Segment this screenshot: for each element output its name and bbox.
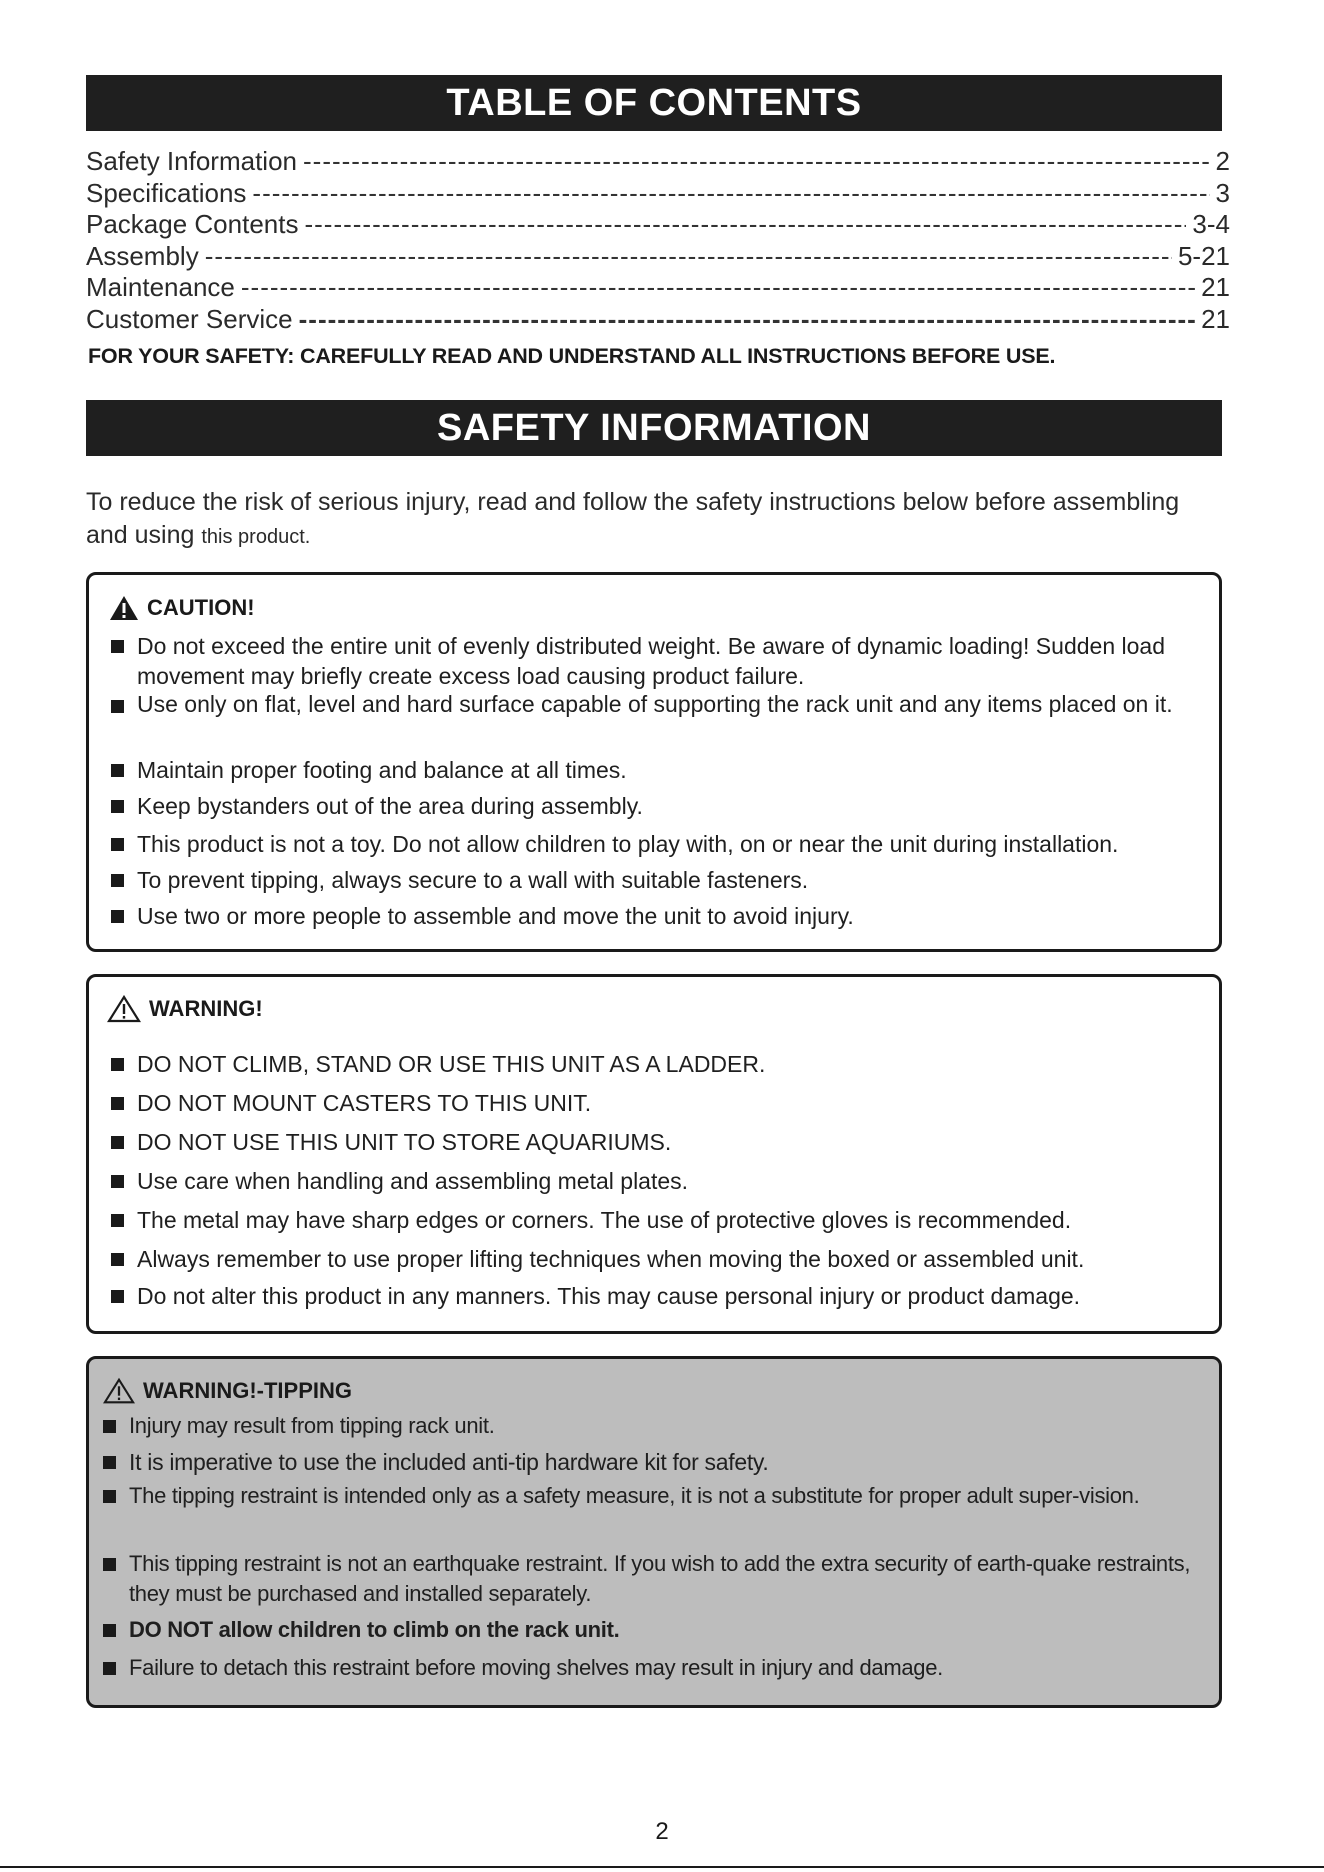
warning-heading-text: WARNING! [149, 996, 263, 1021]
toc-entry-page: 21 [1201, 303, 1230, 334]
page-number: 2 [655, 1818, 669, 1845]
safety-intro [86, 486, 1226, 554]
caution-box [86, 572, 1222, 952]
bullet-square-icon [111, 700, 124, 713]
warning-item: The metal may have sharp edges or corners. The use of protective gloves is recommended. [111, 1205, 1211, 1235]
bullet-square-icon [111, 1136, 124, 1149]
bullet-square-icon [111, 1253, 124, 1266]
tipping-item: This tipping restraint is not an earthquake restraint. If you wish to add the extra security of earth-quake restraints, they must be purchased and installed separately. [103, 1549, 1203, 1609]
toc-leader [241, 272, 1195, 303]
warning-box [86, 974, 1222, 1334]
toc-leader [205, 241, 1172, 272]
caution-item: Do not exceed the entire unit of evenly distributed weight. Be aware of dynamic loading! Sudden load movement may briefly create excess load causing product failure. [111, 631, 1211, 691]
bullet-square-icon [111, 1175, 124, 1188]
caution-item: Maintain proper footing and balance at all times. [111, 755, 1211, 785]
toc-entry [86, 304, 1230, 336]
toc-entry [86, 146, 1230, 178]
toc-entry-page: 3-4 [1192, 209, 1230, 239]
bullet-square-icon [103, 1558, 116, 1571]
tipping-heading [103, 1377, 352, 1405]
bullet-square-icon [111, 838, 124, 851]
toc-entry-title: Safety Information [86, 146, 297, 176]
tipping-heading-text: WARNING!-TIPPING [143, 1378, 352, 1403]
toc-leader [304, 209, 1186, 240]
warning-icon [103, 1377, 135, 1405]
intro-main-text: To reduce the risk of serious injury, read and follow the safety instructions below before assembling and using [86, 488, 1180, 549]
toc-leader [252, 178, 1209, 209]
bullet-square-icon [111, 764, 124, 777]
toc-entry [86, 209, 1230, 241]
bullet-square-icon [111, 640, 124, 653]
bullet-square-icon [111, 874, 124, 887]
toc-entry-title: Maintenance [86, 272, 235, 302]
bullet-square-icon [111, 1097, 124, 1110]
warning-item: DO NOT CLIMB, STAND OR USE THIS UNIT AS A LADDER. [111, 1049, 1211, 1079]
toc-entry [86, 272, 1230, 304]
tipping-item: Injury may result from tipping rack unit. [103, 1411, 1203, 1441]
caution-item: Use two or more people to assemble and move the unit to avoid injury. [111, 901, 1211, 931]
toc-leader [303, 146, 1210, 177]
warning-item: DO NOT MOUNT CASTERS TO THIS UNIT. [111, 1088, 1211, 1118]
warning-item: Do not alter this product in any manners. This may cause personal injury or product damage. [111, 1281, 1211, 1311]
tipping-item: The tipping restraint is intended only as a safety measure, it is not a substitute for proper adult super-vision. [103, 1481, 1203, 1511]
safety-notice: FOR YOUR SAFETY: CAREFULLY READ AND UNDERSTAND ALL INSTRUCTIONS BEFORE USE. [88, 344, 1056, 368]
bullet-square-icon [103, 1456, 116, 1469]
toc-entry-title: Assembly [86, 240, 199, 271]
tipping-item: It is imperative to use the included anti-tip hardware kit for safety. [103, 1447, 1203, 1477]
warning-heading [107, 995, 263, 1023]
toc-title: TABLE OF CONTENTS [86, 75, 1222, 131]
intro-tail-text: this product. [201, 526, 311, 548]
bullet-square-icon [111, 910, 124, 923]
caution-item: Use only on flat, level and hard surface capable of supporting the rack unit and any items placed on it. [111, 691, 1211, 717]
toc-entry-page: 5-21 [1177, 240, 1230, 271]
safety-title: SAFETY INFORMATION [86, 400, 1222, 456]
tipping-item: Failure to detach this restraint before moving shelves may result in injury and damage. [103, 1653, 1203, 1683]
warning-item: DO NOT USE THIS UNIT TO STORE AQUARIUMS. [111, 1127, 1211, 1157]
bottom-divider [0, 1866, 1324, 1868]
toc-entry-page: 2 [1215, 146, 1230, 176]
toc-list [86, 146, 1230, 335]
bullet-square-icon [103, 1624, 116, 1637]
toc-entry-title: Customer Service [86, 303, 293, 334]
caution-item: This product is not a toy. Do not allow children to play with, on or near the unit during installation. [111, 829, 1211, 859]
toc-entry [86, 241, 1230, 273]
caution-icon [109, 595, 139, 621]
bullet-square-icon [111, 800, 124, 813]
toc-leader [299, 304, 1195, 335]
tipping-item: DO NOT allow children to climb on the rack unit. [103, 1615, 1203, 1645]
warning-icon [107, 995, 141, 1023]
toc-entry-page: 21 [1201, 272, 1230, 302]
caution-item: Keep bystanders out of the area during assembly. [111, 791, 1211, 821]
toc-entry-page: 3 [1215, 177, 1230, 208]
warning-item: Always remember to use proper lifting techniques when moving the boxed or assembled unit. [111, 1244, 1211, 1274]
bullet-square-icon [111, 1290, 124, 1303]
caution-item: To prevent tipping, always secure to a wall with suitable fasteners. [111, 865, 1211, 895]
toc-entry-title: Specifications [86, 177, 247, 208]
caution-heading [109, 595, 255, 621]
bullet-square-icon [103, 1420, 116, 1433]
caution-heading-text: CAUTION! [147, 595, 255, 620]
tipping-warning-box [86, 1356, 1222, 1708]
toc-entry [86, 178, 1230, 210]
bullet-square-icon [111, 1214, 124, 1227]
warning-item: Use care when handling and assembling metal plates. [111, 1166, 1211, 1196]
bullet-square-icon [103, 1662, 116, 1675]
bullet-square-icon [103, 1490, 116, 1503]
toc-entry-title: Package Contents [86, 209, 299, 239]
bullet-square-icon [111, 1058, 124, 1071]
